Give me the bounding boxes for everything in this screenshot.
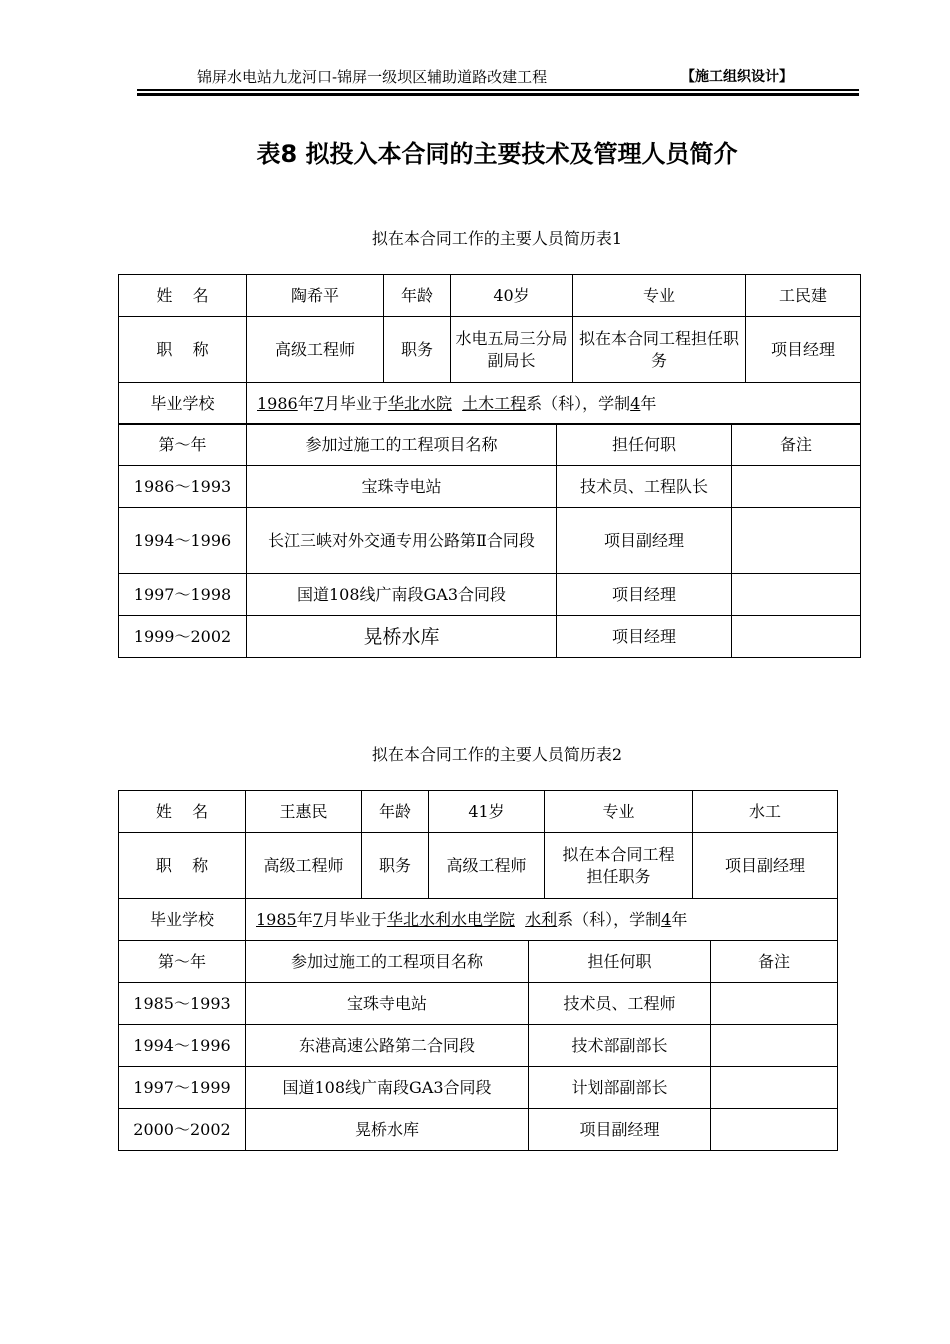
table-row xyxy=(119,1109,838,1151)
table-row xyxy=(119,574,861,616)
age-value: 41岁 xyxy=(429,791,545,833)
table-row xyxy=(119,1067,838,1109)
header-rule-thin xyxy=(137,89,859,91)
title-label: 职 称 xyxy=(119,833,246,899)
row-note xyxy=(711,1109,838,1151)
edu-text-dept: 系（科），学制 xyxy=(526,393,631,413)
name-label: 姓 名 xyxy=(119,275,247,317)
table-row xyxy=(119,1025,838,1067)
grad-month: 7 xyxy=(312,909,323,929)
row-project: 宝珠寺电站 xyxy=(247,466,557,508)
row-note xyxy=(732,466,861,508)
row-note xyxy=(732,574,861,616)
age-label: 年龄 xyxy=(384,275,451,317)
row-project: 长江三峡对外交通专用公路第Ⅱ合同段 xyxy=(247,508,557,574)
table-row xyxy=(119,508,861,574)
age-label: 年龄 xyxy=(362,791,429,833)
grad-year: 1985 xyxy=(256,909,297,929)
row-note xyxy=(732,616,861,658)
school-label: 毕业学校 xyxy=(119,383,247,425)
position-label: 职务 xyxy=(384,317,451,383)
position-value: 水电五局三分局副局长 xyxy=(451,317,573,383)
row-note xyxy=(732,508,861,574)
role-value: 项目经理 xyxy=(746,317,861,383)
age-value: 40岁 xyxy=(451,275,573,317)
study-duration: 4 xyxy=(661,909,672,929)
row-years: 1997～1998 xyxy=(119,574,247,616)
header-project-name: 锦屏水电站九龙河口-锦屏一级坝区辅助道路改建工程 xyxy=(197,68,548,86)
col-header-years: 第～年 xyxy=(119,424,247,466)
school-label: 毕业学校 xyxy=(119,899,246,941)
title-value: 高级工程师 xyxy=(247,317,384,383)
edu-text-dept: 系（科），学制 xyxy=(557,909,662,929)
col-header-note: 备注 xyxy=(711,941,838,983)
major-label: 专业 xyxy=(573,275,746,317)
row-years: 1994～1996 xyxy=(119,1025,246,1067)
table-row xyxy=(119,616,861,658)
col-header-note: 备注 xyxy=(732,424,861,466)
page-header xyxy=(137,64,859,90)
edu-text-end: 年 xyxy=(671,909,688,929)
row-role: 项目经理 xyxy=(557,574,732,616)
row-role: 计划部副部长 xyxy=(529,1067,711,1109)
row-project: 晃桥水库 xyxy=(247,616,557,658)
study-duration: 4 xyxy=(630,393,641,413)
row-years: 2000～2002 xyxy=(119,1109,246,1151)
department-name: 水利 xyxy=(525,909,558,929)
row-years: 1986～1993 xyxy=(119,466,247,508)
grad-month: 7 xyxy=(313,393,324,413)
grad-year: 1986 xyxy=(257,393,298,413)
row-role: 技术员、工程队长 xyxy=(557,466,732,508)
resume-history-table-1 xyxy=(118,423,861,658)
row-years: 1997～1999 xyxy=(119,1067,246,1109)
education-line xyxy=(247,383,861,425)
position-label: 职务 xyxy=(362,833,429,899)
row-years: 1994～1996 xyxy=(119,508,247,574)
row-years: 1999～2002 xyxy=(119,616,247,658)
name-label: 姓 名 xyxy=(119,791,246,833)
col-header-role: 担任何职 xyxy=(529,941,711,983)
school-name: 华北水院 xyxy=(387,393,452,413)
resume-table-1 xyxy=(118,274,861,425)
row-role: 技术部副部长 xyxy=(529,1025,711,1067)
edu-text-grad: 月毕业于 xyxy=(322,909,387,929)
table-1-caption: 拟在本合同工作的主要人员简历表1 xyxy=(371,229,623,248)
role-value: 项目副经理 xyxy=(693,833,838,899)
table-2-caption: 拟在本合同工作的主要人员简历表2 xyxy=(371,745,623,764)
resume-table-2 xyxy=(118,790,838,941)
edu-text-year: 年 xyxy=(297,393,314,413)
row-note xyxy=(711,1067,838,1109)
position-value: 高级工程师 xyxy=(429,833,545,899)
edu-text-year: 年 xyxy=(296,909,313,929)
row-role: 项目经理 xyxy=(557,616,732,658)
header-rule-thick xyxy=(137,93,859,96)
row-project: 国道108线广南段GA3合同段 xyxy=(246,1067,529,1109)
title-value: 高级工程师 xyxy=(246,833,362,899)
col-header-project: 参加过施工的工程项目名称 xyxy=(247,424,557,466)
col-header-years: 第～年 xyxy=(119,941,246,983)
department-name: 土木工程 xyxy=(462,393,527,413)
row-note xyxy=(711,983,838,1025)
table-row xyxy=(119,466,861,508)
title-label: 职 称 xyxy=(119,317,247,383)
role-label: 拟在本合同工程担任职务 xyxy=(573,317,746,383)
row-years: 1985～1993 xyxy=(119,983,246,1025)
col-header-role: 担任何职 xyxy=(557,424,732,466)
row-note xyxy=(711,1025,838,1067)
row-role: 项目副经理 xyxy=(529,1109,711,1151)
row-role: 项目副经理 xyxy=(557,508,732,574)
name-value: 陶希平 xyxy=(247,275,384,317)
document-title: 表8 拟投入本合同的主要技术及管理人员简介 xyxy=(256,140,738,168)
row-project: 宝珠寺电站 xyxy=(246,983,529,1025)
school-name: 华北水利水电学院 xyxy=(386,909,515,929)
edu-text-grad: 月毕业于 xyxy=(323,393,388,413)
major-label: 专业 xyxy=(545,791,693,833)
major-value: 水工 xyxy=(693,791,838,833)
row-project: 东港高速公路第二合同段 xyxy=(246,1025,529,1067)
table-row xyxy=(119,983,838,1025)
resume-history-table-2 xyxy=(118,940,838,1151)
major-value: 工民建 xyxy=(746,275,861,317)
row-role: 技术员、工程师 xyxy=(529,983,711,1025)
name-value: 王惠民 xyxy=(246,791,362,833)
role-label: 拟在本合同工程担任职务 xyxy=(545,833,693,899)
education-line xyxy=(246,899,838,941)
row-project: 晃桥水库 xyxy=(246,1109,529,1151)
header-section-label: 【施工组织设计】 xyxy=(681,69,793,85)
col-header-project: 参加过施工的工程项目名称 xyxy=(246,941,529,983)
row-project: 国道108线广南段GA3合同段 xyxy=(247,574,557,616)
edu-text-end: 年 xyxy=(640,393,657,413)
